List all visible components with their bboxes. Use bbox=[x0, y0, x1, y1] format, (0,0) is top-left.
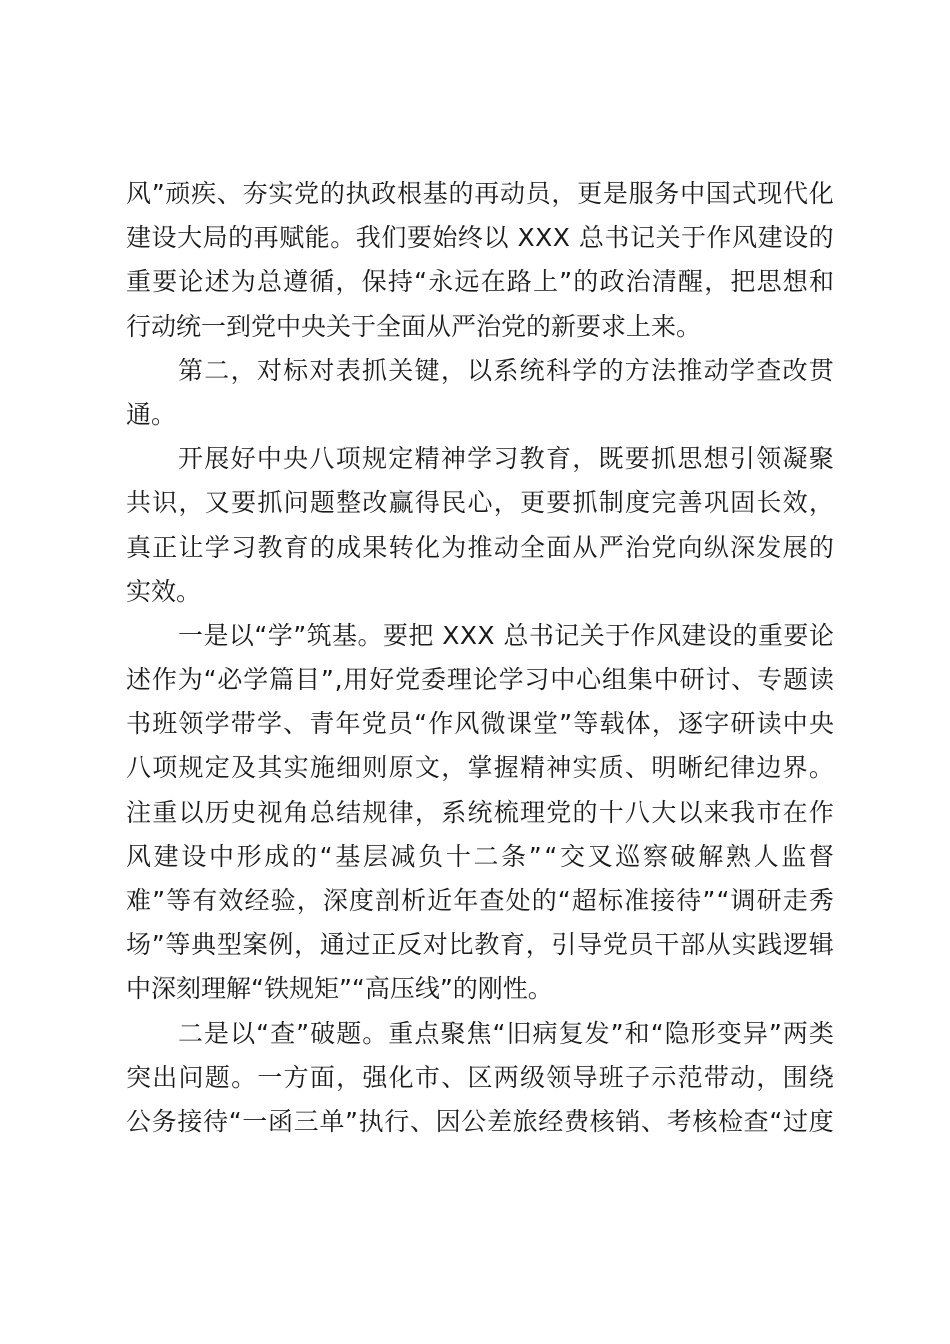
body-text bbox=[126, 172, 834, 1144]
text-line: 书 班 领 学 带 学 、 青 年 党 员 “ 作 风 微 课 堂 ” 等 载 体 ， 逐 字 研 读 中 央 bbox=[126, 709, 834, 739]
text-line: 通。 bbox=[126, 399, 177, 429]
text-line: 中深刻理解“铁规矩”“高压线”的刚性。 bbox=[126, 974, 553, 1004]
text-line: 难 ” 等 有 效 经 验 ， 深 度 剖 析 近 年 查 处 的 “ 超 标 准 接 待 ” “ 调 研 走 秀 bbox=[126, 886, 834, 915]
text-line: 重 要 论 述 为 总 遵 循 ， 保 持 “ 永 远 在 路 上 ” 的 政 治 清 醒 ， 把 思 想 和 bbox=[126, 267, 834, 297]
text-line: 共 识 ， 又 要 抓 问 题 整 改 赢 得 民 心 ， 更 要 抓 制 度 完 善 巩 固 长 效 ， bbox=[126, 488, 834, 518]
text-line: 公 务 接 待 “ 一 函 三 单 ” 执 行 、 因 公 差 旅 经 费 核 销 、 考 核 检 查 “ 过 度 bbox=[126, 1106, 834, 1136]
text-line: 一 是 以 “ 学 ” 筑 基 。 要 把 X X X 总 书 记 关 于 作 风 建 设 的 重 要 论 bbox=[178, 620, 834, 650]
text-line: 建 设 大 局 的 再 赋 能 。 我 们 要 始 终 以 X X X 总 书 记 关 于 作 风 建 设 的 bbox=[126, 223, 834, 253]
text-line: 述 作 为 “ 必 学 篇 目 ” , 用 好 党 委 理 论 学 习 中 心 组 集 中 研 讨 、 专 题 读 bbox=[126, 665, 834, 695]
text-line: 行动统一到党中央关于全面从严治党的新要求上来。 bbox=[126, 311, 702, 341]
text-line: 真 正 让 学 习 教 育 的 成 果 转 化 为 推 动 全 面 从 严 治 党 向 纵 深 发 展 的 bbox=[126, 532, 834, 562]
text-line: 注 重 以 历 史 视 角 总 结 规 律 ， 系 统 梳 理 党 的 十 八 大 以 来 我 市 在 作 bbox=[126, 797, 834, 827]
text-line: 第 二 ， 对 标 对 表 抓 关 键 ， 以 系 统 科 学 的 方 法 推 动 学 查 改 贯 bbox=[178, 355, 834, 385]
text-line: 场 ” 等 典 型 案 例 ， 通 过 正 反 对 比 教 育 ， 引 导 党 员 干 部 从 实 践 逻 辑 bbox=[126, 930, 834, 960]
text-line: 开 展 好 中 央 八 项 规 定 精 神 学 习 教 育 ， 既 要 抓 思 想 引 领 凝 聚 bbox=[178, 444, 834, 474]
text-line: 二 是 以 “ 查 ” 破 题 。 重 点 聚 焦 “ 旧 病 复 发 ” 和 “ 隐 形 变 异 ” 两 类 bbox=[178, 1018, 834, 1048]
text-line: 突 出 问 题 。 一 方 面 ， 强 化 市 、 区 两 级 领 导 班 子 示 范 带 动 ， 围 绕 bbox=[126, 1062, 834, 1092]
text-line: 实效。 bbox=[126, 576, 202, 606]
text-line: 八 项 规 定 及 其 实 施 细 则 原 文 ， 掌 握 精 神 实 质 、 明 晰 纪 律 边 界 。 bbox=[126, 753, 834, 783]
text-line: 风 建 设 中 形 成 的 “ 基 层 减 负 十 二 条 ” “ 交 叉 巡 察 破 解 熟 人 监 督 bbox=[126, 841, 834, 871]
text-line: 风 ” 顽 疾 、 夯 实 党 的 执 政 根 基 的 再 动 员 ， 更 是 服 务 中 国 式 现 代 化 bbox=[126, 179, 834, 208]
